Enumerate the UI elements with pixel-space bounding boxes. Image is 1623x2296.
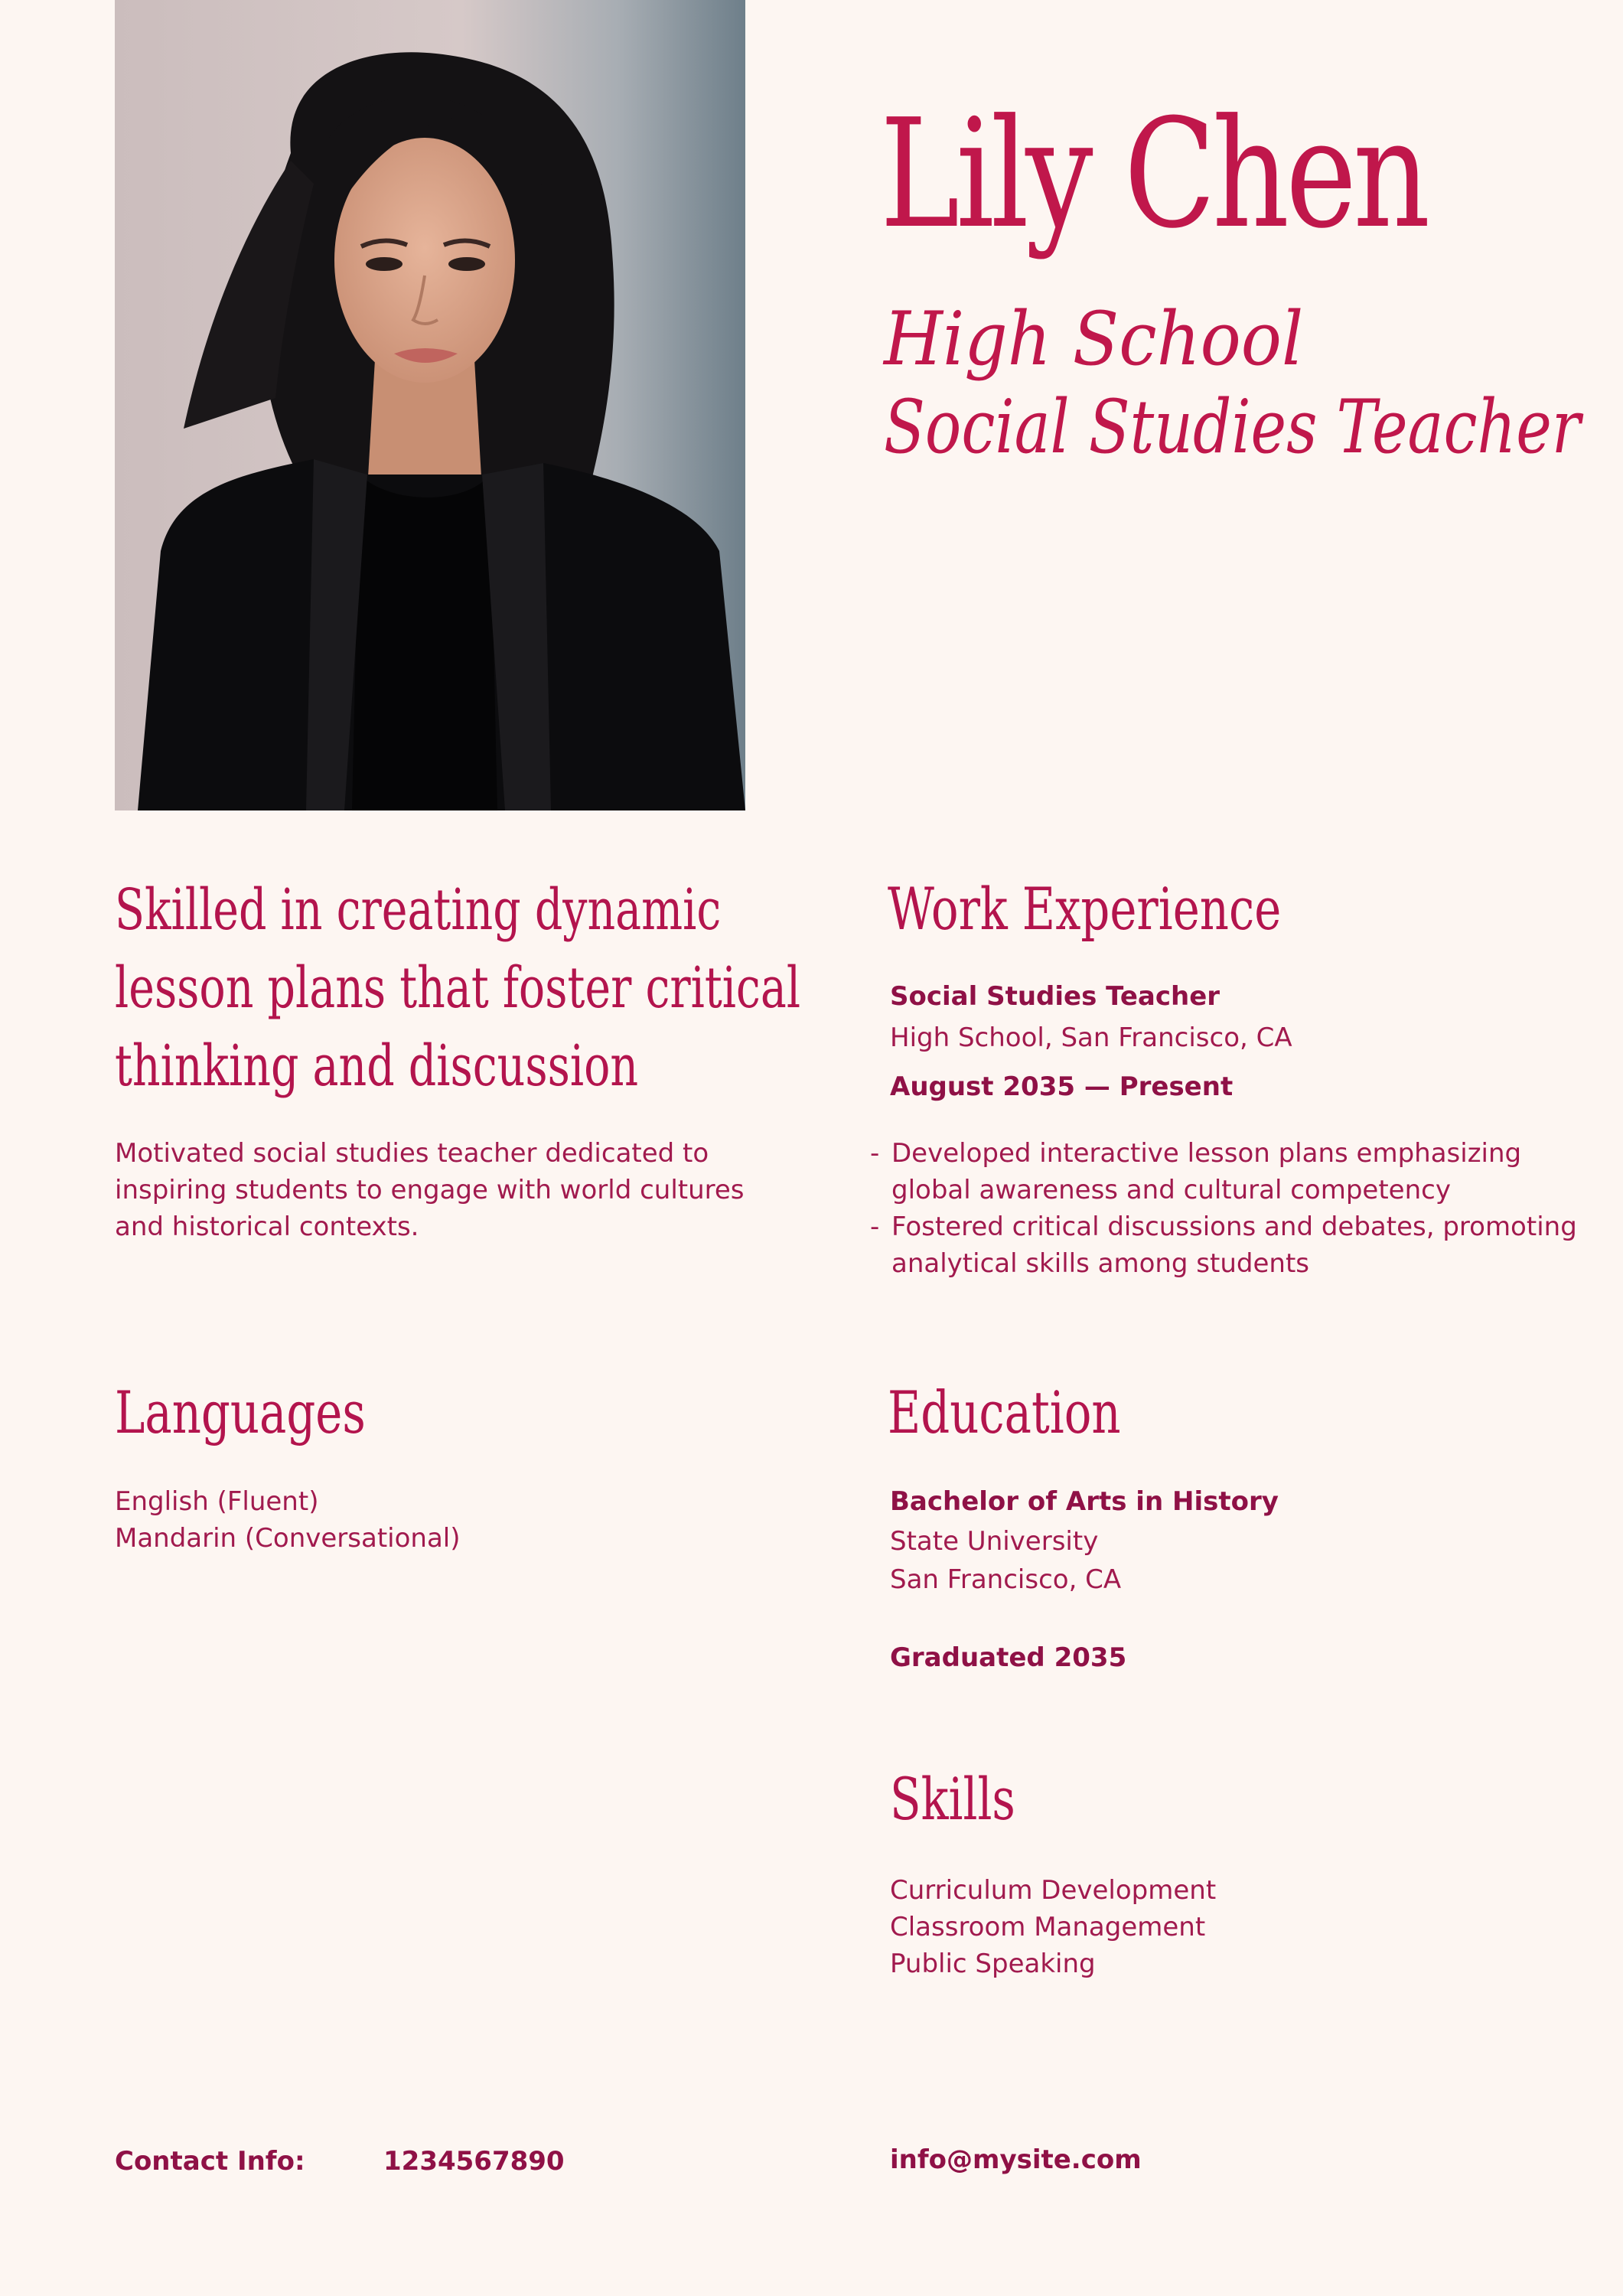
- skill-item: Classroom Management: [890, 1912, 1206, 1942]
- person-name: Lily Chen: [880, 87, 1427, 262]
- language-item: English (Fluent): [115, 1486, 319, 1517]
- job-bullets: [870, 1135, 1577, 1282]
- degree: Bachelor of Arts in History: [890, 1486, 1279, 1517]
- job-bullet: - Developed interactive lesson plans emphasizing: [870, 1138, 1522, 1169]
- job-title-line-1: High School: [884, 296, 1304, 382]
- summary-text: [115, 1135, 745, 1245]
- tagline-line: lesson plans that foster critical: [115, 955, 801, 1021]
- bullet-line: Fostered critical discussions and debates, promoting: [891, 1212, 1577, 1242]
- job-bullet-continuation: [870, 1245, 1577, 1282]
- job-title-line-2: Social Studies Teacher: [884, 384, 1581, 470]
- job-bullet-continuation: [870, 1172, 1577, 1208]
- job-bullet: - Fostered critical discussions and debates, promoting: [870, 1212, 1577, 1242]
- summary-line: Motivated social studies teacher dedicated to: [115, 1138, 709, 1169]
- bullet-line: global awareness and cultural competency: [891, 1175, 1451, 1205]
- education-entry: [890, 1483, 1279, 1676]
- portrait-photo: [115, 0, 745, 810]
- education-heading: Education: [888, 1378, 1121, 1446]
- graduation: Graduated 2035: [890, 1642, 1127, 1673]
- school: State University: [890, 1526, 1099, 1557]
- school-location: San Francisco, CA: [890, 1564, 1122, 1595]
- languages-heading: Languages: [115, 1378, 366, 1446]
- skill-item: Curriculum Development: [890, 1875, 1217, 1906]
- summary-line: inspiring students to engage with world cultures: [115, 1175, 745, 1205]
- job-place: High School, San Francisco, CA: [890, 1022, 1292, 1053]
- job-dates: August 2035 — Present: [890, 1071, 1234, 1102]
- skill-item: Public Speaking: [890, 1949, 1096, 1979]
- summary-line: and historical contexts.: [115, 1212, 419, 1242]
- work-experience-heading: Work Experience: [888, 875, 1282, 943]
- languages-list: [115, 1483, 461, 1557]
- tagline-line: Skilled in creating dynamic: [115, 877, 722, 943]
- contact-email[interactable]: info@mysite.com: [890, 2144, 1142, 2175]
- bullet-line: Developed interactive lesson plans emphasizing: [891, 1138, 1522, 1169]
- skills-list: [890, 1872, 1216, 1982]
- language-item: Mandarin (Conversational): [115, 1523, 461, 1554]
- work-entry: [890, 978, 1292, 1105]
- job-title: Social Studies Teacher: [890, 981, 1221, 1012]
- bullet-line: analytical skills among students: [891, 1248, 1309, 1279]
- contact-label: Contact Info:: [115, 2146, 305, 2177]
- skills-heading: Skills: [890, 1765, 1015, 1833]
- summary-tagline: [115, 871, 822, 1105]
- tagline-line: thinking and discussion: [115, 1033, 639, 1099]
- contact-phone[interactable]: 1234567890: [383, 2146, 565, 2177]
